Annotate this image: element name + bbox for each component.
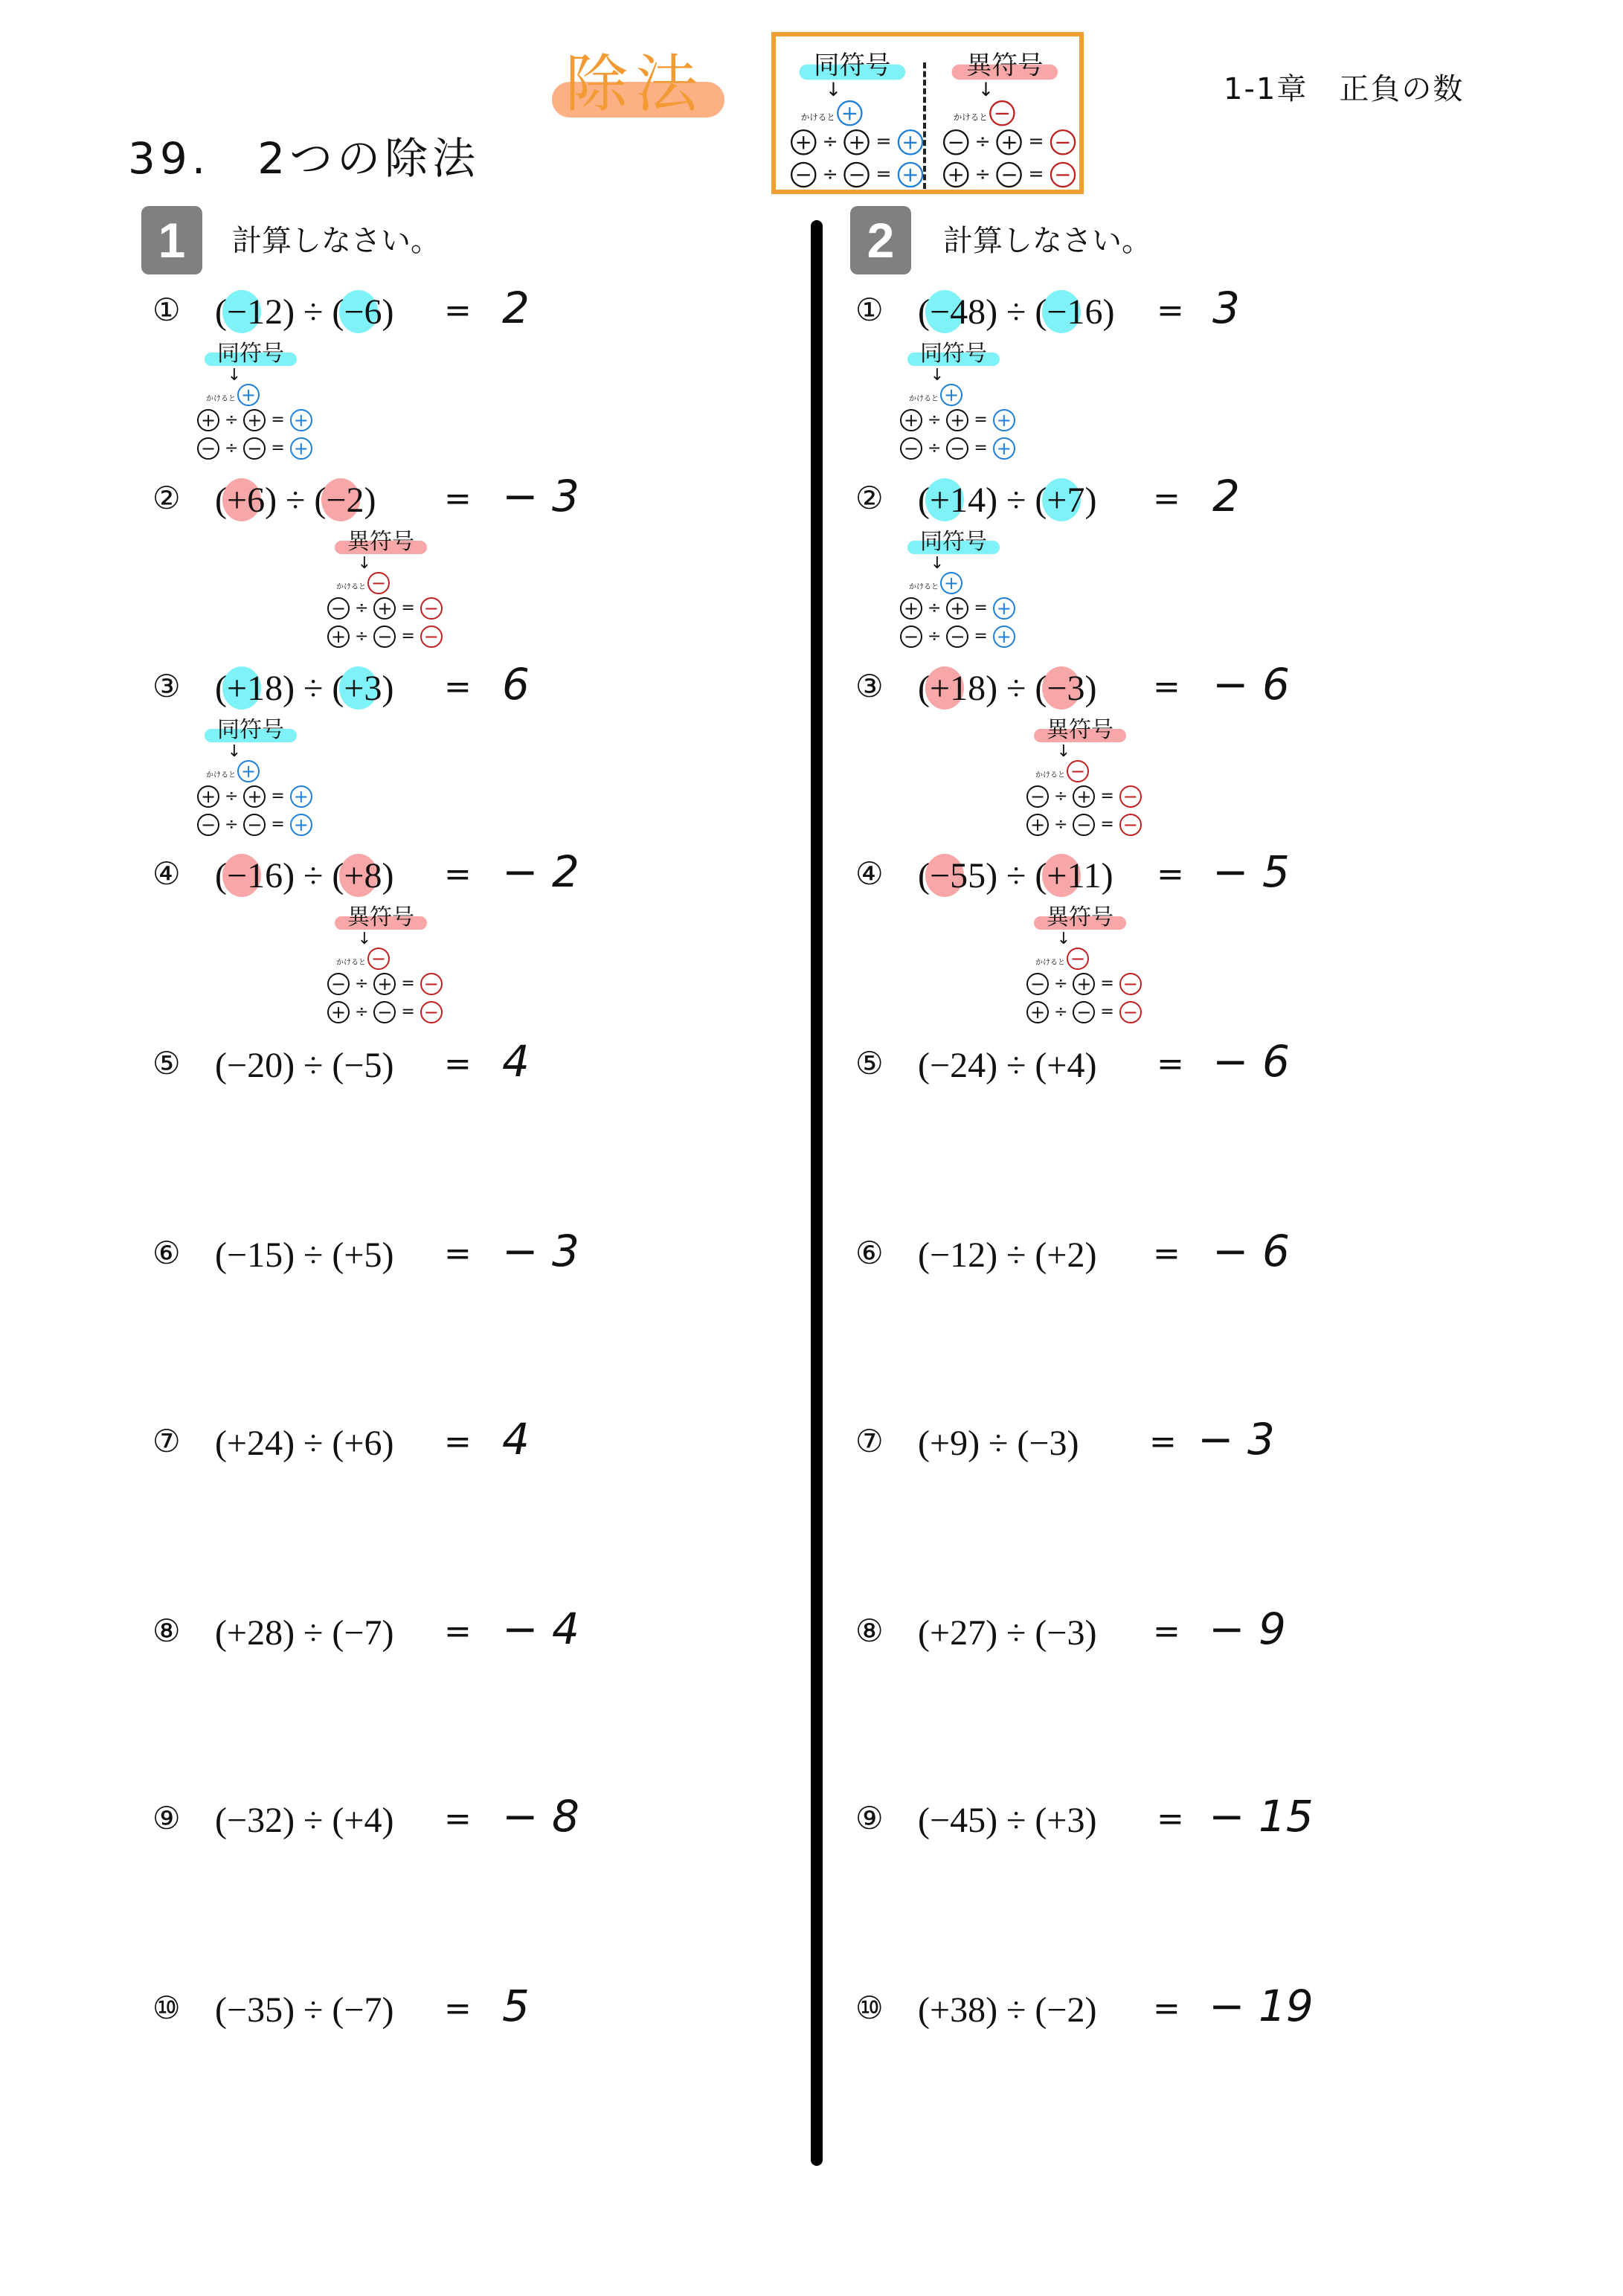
sign-b: −: [1047, 292, 1067, 332]
same-sign-diagram: [197, 711, 316, 839]
problem-expression: (−32) ÷ (+4): [215, 1801, 394, 1840]
minus-circle-icon: −: [1119, 785, 1142, 808]
equals-sign: =: [444, 855, 472, 893]
handwritten-answer: 5: [502, 1981, 530, 2031]
problem-number: ⑧: [152, 1612, 181, 1649]
same-sign-diagram: [900, 335, 1019, 463]
sign-b: −: [1029, 1424, 1050, 1463]
problem-item: [855, 659, 1525, 727]
sign-rule-row: − ÷ + = −: [327, 594, 446, 623]
plus-circle-icon: +: [943, 162, 969, 188]
problem-expression: (−12) ÷ (+2): [918, 1235, 1097, 1275]
kakeru-label: かけると −: [954, 100, 1080, 126]
problem-item: [855, 1036, 1525, 1104]
diff-sign-highlight: [335, 541, 427, 554]
down-arrow-icon: ↓: [357, 930, 372, 948]
section-1-badge: 1: [141, 206, 202, 274]
problem-item: [855, 1604, 1525, 1672]
result-sign-icon: −: [367, 948, 390, 970]
same-sign-label: 同符号: [205, 335, 297, 367]
plus-circle-icon: +: [946, 409, 968, 431]
problem-expression: (+18) ÷ (+3): [215, 669, 394, 708]
diff-sign-label: 異符号: [952, 44, 1058, 82]
kakeru-label: かけると −: [1035, 760, 1145, 782]
plus-circle-icon: +: [1026, 814, 1049, 836]
problem-number: ②: [152, 480, 181, 516]
minus-circle-icon: −: [243, 814, 266, 836]
minus-circle-icon: −: [900, 437, 922, 460]
problem-number: ②: [855, 480, 884, 516]
diff-sign-label: 異符号: [335, 898, 427, 931]
sign-rule-row: − ÷ + = −: [943, 126, 1080, 158]
sign-b: −: [1047, 1613, 1067, 1653]
minus-circle-icon: −: [420, 973, 443, 995]
result-sign-icon: −: [1067, 760, 1089, 782]
equals-sign: =: [444, 1990, 472, 2028]
plus-circle-icon: +: [373, 973, 396, 995]
sign-a: −: [226, 1235, 248, 1275]
sign-a: +: [226, 1424, 248, 1463]
minus-circle-icon: −: [997, 162, 1023, 188]
section-2-badge: 2: [850, 206, 911, 274]
diff-sign-label: 異符号: [1034, 711, 1126, 744]
problem-item: [152, 1604, 822, 1672]
result-sign-icon: +: [940, 384, 962, 406]
diff-sign-highlight: [335, 916, 427, 930]
same-sign-diagram: [197, 335, 316, 463]
minus-circle-icon: −: [327, 597, 350, 620]
minus-circle-icon: −: [1050, 162, 1076, 188]
sign-b: +: [1047, 480, 1067, 520]
sign-a: +: [929, 1990, 951, 2030]
equals-sign: =: [1153, 480, 1180, 518]
problem-expression: (+18) ÷ (−3): [918, 669, 1097, 708]
sign-b: +: [1047, 1235, 1067, 1275]
handwritten-answer: − 2: [502, 846, 579, 897]
same-sign-highlight: [205, 353, 297, 366]
problem-item: [152, 1036, 822, 1104]
sign-a: −: [929, 292, 951, 332]
problem-expression: (+9) ÷ (−3): [918, 1424, 1079, 1463]
minus-circle-icon: −: [1119, 1001, 1142, 1023]
minus-circle-icon: −: [1073, 814, 1095, 836]
kakeru-label: かけると +: [909, 572, 1019, 594]
plus-circle-icon: +: [290, 785, 312, 808]
plus-circle-icon: +: [197, 409, 219, 431]
plus-circle-icon: +: [993, 409, 1015, 431]
problem-expression: (+6) ÷ (−2): [215, 480, 376, 520]
equals-sign: =: [1157, 1800, 1184, 1838]
page-title: 39. 2つの除法: [128, 133, 481, 184]
same-sign-label: 同符号: [907, 335, 1000, 367]
problem-item: [152, 1414, 822, 1482]
handwritten-title: [550, 30, 729, 119]
sign-b: −: [1047, 1990, 1067, 2030]
same-sign-highlight: [907, 353, 1000, 366]
problem-expression: (+28) ÷ (−7): [215, 1613, 394, 1653]
sign-rule-box: [771, 32, 1084, 194]
plus-circle-icon: +: [243, 785, 266, 808]
sign-a: −: [226, 292, 248, 332]
minus-circle-icon: −: [373, 1001, 396, 1023]
problem-expression: (+14) ÷ (+7): [918, 480, 1097, 520]
sign-a: −: [929, 856, 951, 895]
kakeru-label: かけると +: [206, 384, 316, 406]
down-arrow-icon: ↓: [825, 80, 842, 102]
result-sign-icon: −: [989, 100, 1015, 126]
down-arrow-icon: ↓: [1056, 742, 1071, 761]
same-sign-highlight: [800, 65, 906, 80]
minus-circle-icon: −: [844, 162, 870, 188]
handwritten-answer: − 3: [502, 471, 579, 521]
problem-item: [152, 471, 822, 539]
same-sign-diagram: [791, 44, 928, 191]
problem-number: ⑨: [152, 1800, 181, 1836]
minus-circle-icon: −: [1050, 129, 1076, 155]
sign-rule-row: + ÷ − = −: [943, 158, 1080, 191]
kakeru-label: かけると −: [336, 572, 446, 594]
sign-rule-row: + ÷ − = −: [1026, 811, 1145, 839]
problem-expression: (+27) ÷ (−3): [918, 1613, 1097, 1653]
sign-b: +: [344, 1235, 364, 1275]
problem-expression: (−24) ÷ (+4): [918, 1046, 1097, 1085]
handwritten-answer: − 8: [502, 1791, 579, 1842]
handwritten-answer: 4: [502, 1414, 530, 1464]
minus-circle-icon: −: [946, 437, 968, 460]
minus-circle-icon: −: [1119, 973, 1142, 995]
down-arrow-icon: ↓: [357, 554, 372, 573]
sign-a: +: [929, 1613, 951, 1653]
sign-b: +: [344, 856, 364, 895]
problem-number: ⑩: [152, 1990, 181, 2026]
handwritten-answer: 6: [502, 659, 530, 710]
minus-circle-icon: −: [1026, 973, 1049, 995]
sign-rule-row: − ÷ − = +: [197, 811, 316, 839]
equals-sign: =: [1153, 1612, 1180, 1650]
equals-sign: =: [444, 292, 472, 329]
diff-sign-diagram: [1026, 711, 1145, 839]
result-sign-icon: +: [837, 100, 863, 126]
sign-rule-row: + ÷ + = +: [900, 406, 1019, 434]
equals-sign: =: [1149, 1423, 1177, 1461]
sign-rule-row: + ÷ − = −: [327, 623, 446, 651]
equals-sign: =: [1153, 668, 1180, 706]
problem-expression: (−55) ÷ (+11): [918, 856, 1113, 895]
problem-expression: (−15) ÷ (+5): [215, 1235, 394, 1275]
minus-circle-icon: −: [197, 437, 219, 460]
sign-b: +: [1047, 856, 1067, 895]
sign-rule-row: − ÷ + = −: [1026, 782, 1145, 811]
minus-circle-icon: −: [197, 814, 219, 836]
sign-a: −: [929, 1801, 951, 1840]
sign-b: −: [344, 1990, 364, 2030]
down-arrow-icon: ↓: [1056, 930, 1071, 948]
problem-number: ③: [152, 668, 181, 704]
sign-a: −: [929, 1046, 951, 1085]
dashed-divider: [923, 62, 926, 189]
problem-number: ⑤: [152, 1045, 181, 1081]
equals-sign: =: [444, 1800, 472, 1838]
equals-sign: =: [1153, 1990, 1180, 2028]
minus-circle-icon: −: [420, 626, 443, 648]
sign-b: +: [344, 1424, 364, 1463]
down-arrow-icon: ↓: [227, 742, 242, 761]
equals-sign: =: [444, 668, 472, 706]
problem-number: ⑥: [855, 1235, 884, 1271]
sign-a: +: [226, 1613, 248, 1653]
result-sign-icon: +: [940, 572, 962, 594]
kakeru-label: かけると −: [1035, 948, 1145, 970]
kakeru-label: かけると +: [801, 100, 928, 126]
down-arrow-icon: ↓: [227, 366, 242, 385]
handwritten-answer: 4: [502, 1036, 530, 1087]
sign-a: +: [226, 480, 248, 520]
equals-sign: =: [1157, 855, 1184, 893]
plus-circle-icon: +: [290, 409, 312, 431]
diff-sign-rule: [936, 44, 1077, 187]
handwritten-answer: 2: [502, 283, 530, 333]
handwritten-answer: − 6: [1212, 1226, 1290, 1276]
sign-rule-row: − ÷ − = +: [197, 434, 316, 463]
problem-number: ⑤: [855, 1045, 884, 1081]
sign-rule-row: + ÷ + = +: [791, 126, 928, 158]
result-sign-icon: −: [367, 572, 390, 594]
plus-circle-icon: +: [844, 129, 870, 155]
sign-rule-row: + ÷ − = −: [327, 998, 446, 1026]
handwritten-answer: − 19: [1209, 1981, 1314, 2031]
chapter-label: 1-1章 正負の数: [1224, 72, 1465, 106]
kakeru-label: かけると +: [909, 384, 1019, 406]
plus-circle-icon: +: [327, 626, 350, 648]
same-sign-label: 同符号: [205, 711, 297, 744]
plus-circle-icon: +: [1026, 1001, 1049, 1023]
equals-sign: =: [444, 480, 472, 518]
handwritten-title-text: 除法: [565, 48, 706, 120]
sign-rule-row: − ÷ − = +: [900, 434, 1019, 463]
plus-circle-icon: +: [197, 785, 219, 808]
sign-a: −: [226, 1046, 248, 1085]
diff-sign-label: 異符号: [335, 523, 427, 556]
problem-number: ③: [855, 668, 884, 704]
handwritten-answer: − 6: [1212, 659, 1290, 710]
problem-item: [855, 1791, 1525, 1859]
plus-circle-icon: +: [993, 597, 1015, 620]
sign-a: +: [929, 1424, 951, 1463]
sign-a: +: [929, 669, 951, 708]
sign-b: +: [344, 669, 364, 708]
diff-sign-diagram: [327, 523, 446, 651]
sign-b: −: [1047, 669, 1067, 708]
diff-sign-highlight: [1034, 729, 1126, 742]
problem-expression: (−20) ÷ (−5): [215, 1046, 394, 1085]
minus-circle-icon: −: [243, 437, 266, 460]
plus-circle-icon: +: [900, 597, 922, 620]
sign-b: −: [344, 292, 364, 332]
result-sign-icon: +: [237, 760, 260, 782]
sign-rule-row: + ÷ − = −: [1026, 998, 1145, 1026]
sign-a: +: [929, 480, 951, 520]
handwritten-answer: 3: [1212, 283, 1240, 333]
minus-circle-icon: −: [420, 1001, 443, 1023]
plus-circle-icon: +: [290, 437, 312, 460]
handwritten-answer: − 9: [1209, 1604, 1286, 1654]
minus-circle-icon: −: [791, 162, 817, 188]
problem-item: [855, 1414, 1525, 1482]
plus-circle-icon: +: [1073, 973, 1095, 995]
problem-number: ⑦: [152, 1423, 181, 1459]
problem-expression: (+24) ÷ (+6): [215, 1424, 394, 1463]
problem-number: ④: [152, 855, 181, 892]
handwritten-answer: − 5: [1212, 846, 1290, 897]
kakeru-label: かけると −: [336, 948, 446, 970]
sign-rule-row: − ÷ − = +: [791, 158, 928, 191]
equals-sign: =: [444, 1423, 472, 1461]
diff-sign-diagram: [1026, 898, 1145, 1026]
minus-circle-icon: −: [1026, 785, 1049, 808]
diff-sign-diagram: [943, 44, 1080, 191]
diff-sign-diagram: [327, 898, 446, 1026]
problem-item: [855, 1226, 1525, 1294]
plus-circle-icon: +: [791, 129, 817, 155]
equals-sign: =: [1157, 1045, 1184, 1083]
problem-expression: (+38) ÷ (−2): [918, 1990, 1097, 2030]
same-sign-label: 同符号: [800, 44, 906, 82]
down-arrow-icon: ↓: [977, 80, 994, 102]
problem-item: [152, 1981, 822, 2049]
problem-item: [152, 1226, 822, 1294]
same-sign-highlight: [205, 729, 297, 742]
section-2-instruction: 計算しなさい。: [943, 224, 1151, 258]
minus-circle-icon: −: [943, 129, 969, 155]
sign-rule-row: − ÷ + = −: [1026, 970, 1145, 998]
diff-sign-label: 異符号: [1034, 898, 1126, 931]
sign-rule-row: + ÷ + = +: [197, 406, 316, 434]
minus-circle-icon: −: [946, 626, 968, 648]
sign-b: +: [1047, 1046, 1067, 1085]
sign-rule-row: − ÷ + = −: [327, 970, 446, 998]
problem-expression: (−48) ÷ (−16): [918, 292, 1115, 332]
diff-sign-highlight: [952, 65, 1058, 80]
sign-a: −: [226, 856, 248, 895]
sign-a: −: [226, 1801, 248, 1840]
plus-circle-icon: +: [900, 409, 922, 431]
plus-circle-icon: +: [243, 409, 266, 431]
section-1-instruction: 計算しなさい。: [232, 224, 440, 258]
sign-rule-row: + ÷ + = +: [900, 594, 1019, 623]
sign-b: −: [344, 1046, 364, 1085]
problem-number: ⑦: [855, 1423, 884, 1459]
problem-number: ⑨: [855, 1800, 884, 1836]
same-sign-highlight: [907, 541, 1000, 554]
plus-circle-icon: +: [327, 1001, 350, 1023]
sign-a: −: [929, 1235, 951, 1275]
problem-number: ④: [855, 855, 884, 892]
result-sign-icon: +: [237, 384, 260, 406]
sign-a: +: [226, 669, 248, 708]
handwritten-answer: − 3: [1198, 1414, 1275, 1464]
plus-circle-icon: +: [898, 129, 924, 155]
equals-sign: =: [444, 1045, 472, 1083]
minus-circle-icon: −: [1119, 814, 1142, 836]
sign-b: −: [344, 1613, 364, 1653]
minus-circle-icon: −: [900, 626, 922, 648]
problem-number: ①: [855, 292, 884, 328]
sign-rule-row: − ÷ − = +: [900, 623, 1019, 651]
sign-rule-row: + ÷ + = +: [197, 782, 316, 811]
problem-number: ⑩: [855, 1990, 884, 2026]
problem-number: ⑧: [855, 1612, 884, 1649]
problem-expression: (−12) ÷ (−6): [215, 292, 394, 332]
plus-circle-icon: +: [993, 437, 1015, 460]
equals-sign: =: [1153, 1235, 1180, 1273]
problem-item: [152, 846, 822, 915]
same-sign-rule: [783, 44, 925, 187]
down-arrow-icon: ↓: [930, 554, 945, 573]
problem-item: [855, 1981, 1525, 2049]
problem-item: [152, 1791, 822, 1859]
problem-item: [855, 846, 1525, 915]
plus-circle-icon: +: [898, 162, 924, 188]
equals-sign: =: [444, 1235, 472, 1273]
diff-sign-highlight: [1034, 916, 1126, 930]
same-sign-label: 同符号: [907, 523, 1000, 556]
sign-a: −: [226, 1990, 248, 2030]
sign-b: +: [344, 1801, 364, 1840]
plus-circle-icon: +: [946, 597, 968, 620]
minus-circle-icon: −: [373, 626, 396, 648]
problem-number: ⑥: [152, 1235, 181, 1271]
plus-circle-icon: +: [993, 626, 1015, 648]
problem-expression: (−45) ÷ (+3): [918, 1801, 1097, 1840]
problem-number: ①: [152, 292, 181, 328]
plus-circle-icon: +: [1073, 785, 1095, 808]
handwritten-answer: − 3: [502, 1226, 579, 1276]
minus-circle-icon: −: [1073, 1001, 1095, 1023]
sign-b: −: [326, 480, 347, 520]
plus-circle-icon: +: [997, 129, 1023, 155]
handwritten-answer: − 4: [502, 1604, 579, 1654]
equals-sign: =: [1157, 292, 1184, 329]
result-sign-icon: −: [1067, 948, 1089, 970]
kakeru-label: かけると +: [206, 760, 316, 782]
minus-circle-icon: −: [327, 973, 350, 995]
down-arrow-icon: ↓: [930, 366, 945, 385]
equals-sign: =: [444, 1612, 472, 1650]
problem-expression: (−16) ÷ (+8): [215, 856, 394, 895]
handwritten-answer: − 15: [1209, 1791, 1314, 1842]
handwritten-answer: − 6: [1212, 1036, 1290, 1087]
plus-circle-icon: +: [290, 814, 312, 836]
sign-b: +: [1047, 1801, 1067, 1840]
problem-expression: (−35) ÷ (−7): [215, 1990, 394, 2030]
handwritten-answer: 2: [1212, 471, 1240, 521]
minus-circle-icon: −: [420, 597, 443, 620]
same-sign-diagram: [900, 523, 1019, 651]
plus-circle-icon: +: [373, 597, 396, 620]
